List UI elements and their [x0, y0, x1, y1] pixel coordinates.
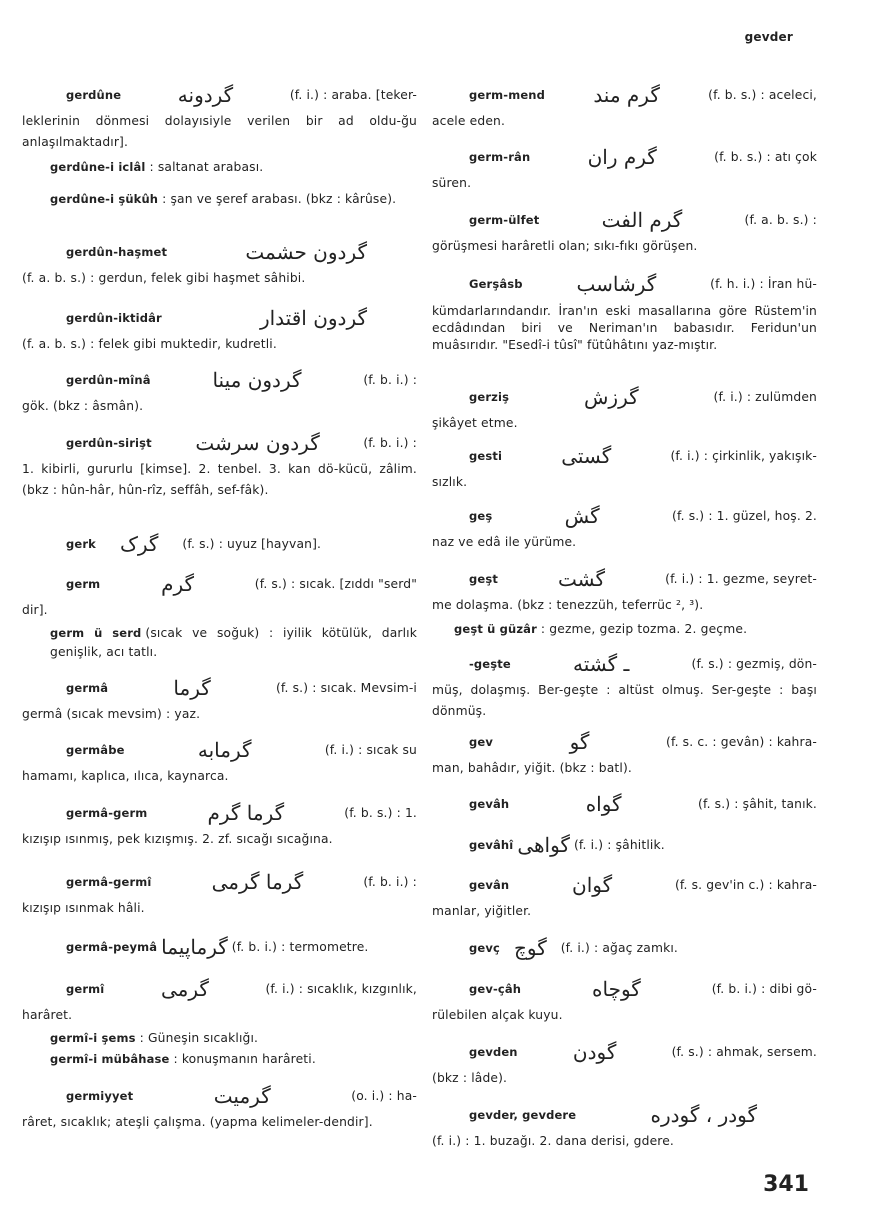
headword: gerdûn-mînâ [66, 372, 151, 387]
entry-gerdun-sirist [22, 427, 417, 501]
entry-gerdun-iktidar [22, 302, 417, 355]
definition: me dolaşma. (bkz : tenezzüh, teferrüc ², ³). [432, 598, 704, 612]
definition: 1. kibirli, gururlu [kimse]. 2. tenbel. 3. kan dö-kücü, zâlim. (bkz : hûn-hâr, hûn-rîz, seffâh, sef-fâk). [22, 462, 417, 497]
entry-germiyyet [22, 1080, 417, 1133]
entry-gev [432, 726, 817, 779]
definition: : konuşmanın harâreti. [173, 1052, 316, 1066]
entry-germ-mend [432, 79, 817, 132]
annotation: (f. i.) : şâhitlik. [573, 837, 665, 852]
arabic-script: گردونه [177, 82, 234, 107]
entry-germa [22, 672, 417, 725]
definition: râret, sıcaklık; ateşli çalışma. (yapma kelimeler-dendir]. [22, 1115, 373, 1129]
annotation: (f. s.) : gezmiş, dön- [691, 656, 817, 671]
entry-gerk [22, 528, 417, 560]
headword: gevâhî [469, 837, 514, 852]
headword: -geşte [469, 656, 511, 671]
definition: görüşmesi harâretli olan; sıkı-fıkı görüşen. [432, 239, 698, 253]
definition: kümdarlarındandır. İran'ın eski masallarına göre Rüstem'in ecdâdından biri ve Neriman'ın babasıdır. Feridun'un muâsırıdır. "Esedî-i tûsî" fütûhâtını yaz-mıştır. [432, 304, 817, 352]
headword: gevden [469, 1044, 518, 1059]
arabic-script: گرشاسب [576, 271, 657, 296]
arabic-script: گرماپیما [161, 934, 228, 959]
headword: germî-i şems [50, 1031, 136, 1045]
headword: gerdûne-i şükûh [50, 192, 159, 206]
headword: gevder, gevdere [469, 1107, 577, 1122]
arabic-script: گردون اقتدار [259, 305, 367, 330]
annotation: (f. b. s.) : atı çok [714, 149, 817, 164]
annotation: (f. a. b. s.) : [744, 212, 817, 227]
entry-gerdune [22, 79, 417, 153]
arabic-script: گرک [119, 531, 159, 556]
annotation: (f. i.) : sıcaklık, kızgınlık, [265, 981, 417, 996]
definition: : Güneşin sıcaklığı. [139, 1031, 259, 1045]
headword: germâ-peymâ [66, 939, 158, 954]
entry-germabe [22, 734, 417, 787]
definition: : gezme, gezip tozma. 2. geçme. [540, 622, 748, 636]
definition: leklerinin dönmesi dolayısiyle verilen bir ad oldu-ğu anlaşılmaktadır]. [22, 114, 417, 149]
entry-gev-cah [432, 973, 817, 1026]
annotation: (f. b. i.) : dibi gö- [711, 981, 817, 996]
annotation: (f. b. s.) : aceleci, [708, 87, 817, 102]
headword: germâ [66, 680, 109, 695]
arabic-script: گرزش [584, 384, 639, 409]
arabic-script: گوچ [513, 935, 547, 960]
arabic-script: گو [569, 729, 590, 754]
headword: gevç [469, 940, 500, 955]
entry-germ [22, 568, 417, 621]
headword: germâ-germî [66, 874, 152, 889]
annotation: (f. s.) : ahmak, sersem. [671, 1044, 817, 1059]
running-header: gevder [744, 30, 793, 44]
entry-germi-i-mubahase [22, 1050, 417, 1069]
annotation: (f. s.) : uyuz [hayvan]. [182, 536, 322, 551]
arabic-script: گودر ، گودره [650, 1102, 757, 1127]
headword: gev-çâh [469, 981, 522, 996]
arabic-script: گواهی [517, 832, 570, 857]
definition: müş, dolaşmış. Ber-geşte : altüst olmuş. Ser-geşte : başı dönmüş. [432, 683, 817, 718]
entry-germa-germ [22, 797, 417, 850]
annotation: (f. b. i.) : [363, 372, 417, 387]
arabic-script: گوچاه [592, 976, 641, 1001]
headword: germ-ülfet [469, 212, 540, 227]
headword: germî [66, 981, 105, 996]
headword: germâ-germ [66, 805, 148, 820]
headword: gerziş [469, 389, 510, 404]
annotation: (f. h. i.) : İran hü- [710, 276, 817, 291]
definition: manlar, yiğitler. [432, 904, 532, 918]
arabic-script: گرما گرمی [211, 869, 304, 894]
headword: germ-rân [469, 149, 531, 164]
entry-germ-ulfet [432, 204, 817, 257]
definition: hamamı, kaplıca, ılıca, kaynarca. [22, 769, 229, 783]
entry-gevah [432, 788, 817, 820]
entry-gesti [432, 440, 817, 493]
definition: rülebilen alçak kuyu. [432, 1008, 563, 1022]
entry-germa-peyma [22, 931, 417, 963]
arabic-script: گرم ران [587, 144, 657, 169]
entry-gevder [432, 1099, 817, 1152]
headword: gerdûne-i iclâl [50, 160, 146, 174]
arabic-script: گواه [585, 791, 622, 816]
headword: gerdûne [66, 87, 122, 102]
entry-gerdun-mina [22, 364, 417, 417]
annotation: (f. i.) : araba. [teker- [289, 87, 417, 102]
arabic-script: گرمیت [213, 1083, 271, 1108]
arabic-script: گش [564, 503, 600, 528]
headword: Gerşâsb [469, 276, 523, 291]
entry-gevc [432, 932, 817, 964]
arabic-script: گرما [173, 675, 211, 700]
definition: (f. a. b. s.) : felek gibi muktedir, kudretli. [22, 337, 277, 351]
arabic-script: گرم [161, 571, 195, 596]
headword: gev [469, 734, 493, 749]
definition: (f. a. b. s.) : gerdun, felek gibi haşmet sâhibi. [22, 271, 306, 285]
headword: gerdûn-sirişt [66, 435, 152, 450]
annotation: (f. s.) : 1. güzel, hoş. 2. [672, 508, 817, 523]
annotation: (f. i.) : ağaç zamkı. [560, 940, 678, 955]
annotation: (f. s. gev'in c.) : kahra- [674, 877, 817, 892]
definition: (f. i.) : 1. buzağı. 2. dana derisi, gdere. [432, 1134, 674, 1148]
annotation: (f. i.) : 1. gezme, seyret- [665, 571, 817, 586]
definition: germâ (sıcak mevsim) : yaz. [22, 707, 201, 721]
definition: kızışıp ısınmak hâli. [22, 901, 145, 915]
definition: man, bahâdır, yiğit. (bkz : batl). [432, 761, 632, 775]
arabic-script: گردون سرشت [195, 430, 320, 455]
headword: gerdûn-haşmet [66, 244, 168, 259]
definition: harâret. [22, 1008, 73, 1022]
page-number: 341 [763, 1172, 809, 1197]
entry-germ-ran [432, 141, 817, 194]
definition: : saltanat arabası. [149, 160, 264, 174]
arabic-script: گرم الفت [601, 207, 683, 232]
annotation: (f. s.) : şâhit, tanık. [698, 796, 817, 811]
headword: germâbe [66, 742, 125, 757]
annotation: (f. b. i.) : termometre. [231, 939, 369, 954]
entry-gerdune-i-iclal [22, 158, 417, 177]
headword: germiyyet [66, 1088, 134, 1103]
entry-gevahi [432, 829, 817, 861]
arabic-script: گودن [572, 1039, 617, 1064]
entry-geste [432, 648, 817, 722]
arabic-script: گردون حشمت [245, 239, 367, 264]
arabic-script: گستی [561, 443, 612, 468]
arabic-script: گوان [572, 872, 613, 897]
annotation: (f. i.) : sıcak su [324, 742, 417, 757]
headword: gerk [66, 536, 96, 551]
definition: kızışıp ısınmış, pek kızışmış. 2. zf. sıcağı sıcağına. [22, 832, 333, 846]
definition: acele eden. [432, 114, 506, 128]
arabic-script: ـ گشته [573, 651, 630, 676]
definition: gök. (bkz : âsmân). [22, 399, 144, 413]
headword: gevâh [469, 796, 510, 811]
annotation: (f. i.) : zulümden [713, 389, 817, 404]
entry-gest-u-guzar [432, 620, 817, 639]
definition: şikâyet etme. [432, 416, 518, 430]
headword: germ [66, 576, 101, 591]
headword: germî-i mübâhase [50, 1052, 170, 1066]
arabic-script: گرمی [160, 976, 209, 1001]
annotation: (f. s. c. : gevân) : kahra- [666, 734, 817, 749]
entry-germi-i-sems [22, 1029, 417, 1048]
definition: dir]. [22, 603, 48, 617]
definition: naz ve edâ ile yürüme. [432, 535, 577, 549]
definition: süren. [432, 176, 472, 190]
headword: geşt [469, 571, 498, 586]
entry-germ-u-serd [22, 624, 417, 662]
definition: sızlık. [432, 475, 468, 489]
entry-germi [22, 973, 417, 1026]
entry-gevan [432, 869, 817, 922]
entry-gerdun-hasmet [22, 236, 417, 289]
entry-gevden [432, 1036, 817, 1089]
annotation: (f. b. s.) : 1. [344, 805, 417, 820]
arabic-script: گرمابه [197, 737, 252, 762]
entry-ges [432, 500, 817, 553]
headword: gevân [469, 877, 510, 892]
annotation: (f. b. i.) : [363, 435, 417, 450]
entry-gest [432, 563, 817, 616]
annotation: (f. s.) : sıcak. Mevsim-i [275, 680, 417, 695]
definition: : şan ve şeref arabası. (bkz : kârûse). [162, 192, 397, 206]
annotation: (o. i.) : ha- [351, 1088, 417, 1103]
entry-gerzis [432, 381, 817, 434]
arabic-script: گرما گرم [207, 800, 285, 825]
entry-gerdune-i-sukuh [22, 190, 417, 209]
annotation: (f. b. i.) : [363, 874, 417, 889]
headword: geş [469, 508, 493, 523]
definition: (sıcak ve soğuk) : iyilik kötülük, darlık genişlik, acı tatlı. [50, 626, 417, 659]
headword: geşt ü güzâr [454, 622, 537, 636]
headword: germ-mend [469, 87, 546, 102]
definition: (bkz : lâde). [432, 1071, 508, 1085]
arabic-script: گردون مينا [212, 367, 302, 392]
annotation: (f. i.) : çirkinlik, yakışık- [670, 448, 817, 463]
headword: gesti [469, 448, 503, 463]
headword: germ ü serd [50, 626, 142, 640]
headword: gerdûn-iktidâr [66, 310, 162, 325]
annotation: (f. s.) : sıcak. [zıddı "serd" [254, 576, 417, 591]
arabic-script: گرم مند [593, 82, 660, 107]
arabic-script: گشت [558, 566, 606, 591]
entry-germa-germi [22, 866, 417, 919]
entry-gersasb [432, 268, 817, 354]
